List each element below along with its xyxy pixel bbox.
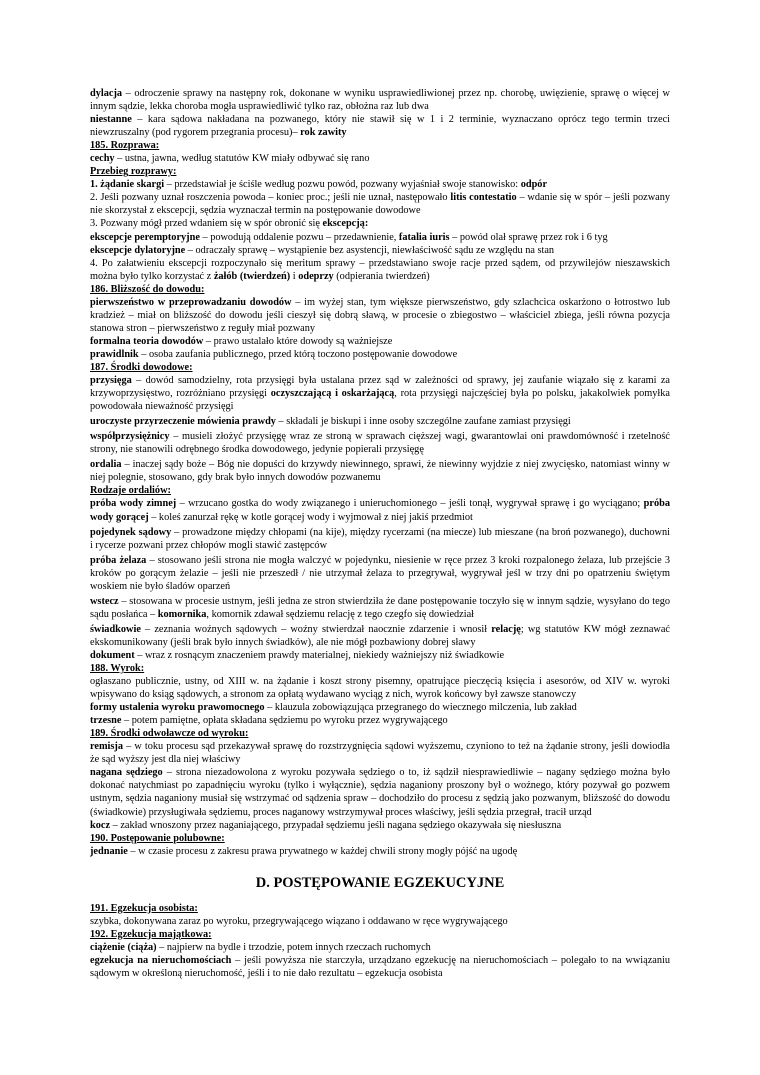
bold-term: próba wody gorącej [90, 498, 670, 523]
paragraph-proba-wody [90, 497, 670, 523]
bold-term: oczyszczającą i oskarżającą [270, 388, 395, 400]
bold-term: egzekucja na nieruchomościach [90, 954, 232, 966]
bold-term: żałób (twierdzeń) [213, 270, 291, 282]
text-run: szybka, dokonywana zaraz po wyroku, przegrywającego wiązano i oddawano w ręce wygrywającego [90, 915, 508, 927]
heading-przebieg-rozprawy: Przebieg rozprawy: [90, 166, 177, 178]
bold-term: komornika [157, 608, 207, 620]
paragraph-przysiega [90, 374, 670, 413]
heading-186: 186. Bliższość do dowodu: [90, 283, 205, 295]
bold-term: dokument [90, 649, 135, 661]
paragraph-formy-ustalenia [90, 701, 670, 714]
paragraph-wyrok [90, 675, 670, 701]
text-run: – w czasie procesu z zakresu prawa prywatnego w każdej chwili strony mogły pójść na ugodę [127, 845, 518, 857]
bold-term: pojedynek sądowy [90, 526, 172, 538]
text-run: – prawo ustalało które dowody są ważniejsze [203, 335, 393, 347]
text-run: – zeznania woźnych sądowych – woźny stwierdzał naocznie zdarzenie i wnosił [140, 623, 492, 635]
bold-term: uroczyste przyrzeczenie mówienia prawdy [90, 416, 276, 428]
bold-term: niestanne [90, 114, 132, 126]
bold-term: formalna teoria dowodów [90, 335, 204, 347]
bold-term: litis contestatio [450, 192, 517, 204]
text-run: – kara sądowa nakładana na pozwanego, który nie stawił się w 1 i 2 terminie, wyznaczano oprócz tego termin trzeci niewzruszalny (pod rygorem przegrania procesu)– [90, 114, 670, 139]
bold-term: 1. żądanie skargi [90, 179, 165, 191]
bold-term: jednanie [90, 845, 128, 857]
paragraph-remisja [90, 740, 670, 766]
bold-term: nagana sędziego [90, 767, 163, 779]
bold-term: remisja [90, 741, 123, 753]
bold-term: ekscepcje peremptoryjne [90, 231, 200, 243]
paragraph-dokument [90, 649, 670, 662]
bold-term: trzesne [90, 715, 122, 727]
paragraph-ciazenie [90, 941, 670, 954]
text-run: – inaczej sądy boże – Bóg nie dopuści do krzywdy niewinnego, sprawi, że niewinny wyjdzie z niej zwycięsko, natomiast winny w niej polegnie, stosowano, gdy brak było innych dowodów pozwanemu [90, 459, 670, 484]
bold-term: wstecz [90, 595, 119, 607]
paragraph-pierwszenstwo [90, 296, 670, 335]
text-run: ogłaszano publicznie, ustny, od XIII w. na żądanie i koszt strony pisemny, opatrujące pieczęcią księcia i asesorów, od XIV w. wyroki wpisywano do ksiąg sądowych, a stronom za opłatą wydawano wyciąg z nich, wyrok końcowy był zawsze stanowczy [90, 676, 670, 701]
bold-term: przysięga [90, 375, 132, 387]
text-run: – stosowana w procesie ustnym, jeśli jedna ze stron stwierdziła że dane postępowanie toczyło się w innym sądzie, wysyłano do tego sądu posłańca – [90, 595, 670, 620]
paragraph-egzekucja-nieruchomosci [90, 954, 670, 980]
paragraph-ekscepcje-peremptoryjne [90, 231, 670, 244]
bold-term: fatalia iuris [398, 231, 450, 243]
text-run: – strona niezadowolona z wyroku pozywała sędziego o to, iż sądził niesprawiedliwie – nagany sędziego można było dokonać natychmiast po zapadnięciu wyroku (tylko i wyłącznie), sędzia naganiony proszony był o woźnego, który pozywał go pozwem ustnym, sędzia naganiony musiał się wstrzymać od sądzenia spraw – dochodziło do procesu z sędzią jako pozwanym, bliższość do dowodu (świadkowie) przysługiwała sędziemu, proces naganowy wstrzymywał proces właściwy, jeśli sędzia przegrał, tracił urząd [90, 767, 670, 818]
paragraph-ekscepcje-dylatoryjne [90, 244, 670, 257]
bold-term: kocz [90, 819, 111, 831]
text-run: 2. Jeśli pozwany uznał roszczenia powoda – koniec proc.; jeśli nie uznał, następowało [90, 192, 451, 204]
text-run: – musieli złożyć przysięgę wraz ze stroną w sprawach cięższej wagi, gwarantowlai oni prawdomówność i rzetelność strony, nie stanowili odrębnego środka dowodowego, jedynie popierali przysięgę [90, 431, 670, 456]
text-run: , rota przysięgi najczęściej była po polsku, jakakolwiek pomyłka powodowała nieważność przysięgi [90, 388, 670, 413]
paragraph-nagana-sedziego [90, 766, 670, 818]
text-run: – powodują oddalenie pozwu – przedawnienie, [199, 231, 399, 243]
bold-term: współprzysiężnicy [90, 431, 170, 443]
text-run: – odroczenie sprawy na następny rok, dokonane w wyniku usprawiedliwionej przez np. chorobę, uwięzienie, sprawę o więcej w innym sądzie, lekka choroba mogła usprawiedliwić tylko raz, obłożna raz lub dwa [90, 88, 670, 113]
bold-term: świadkowie [90, 623, 141, 635]
text-run: – osoba zaufania publicznego, przed którą toczono postępowanie dowodowe [138, 348, 458, 360]
text-run: – składali je biskupi i inne osoby szczególne zaufane zamiast przysięgi [275, 416, 571, 428]
paragraph-proba-zelaza [90, 554, 670, 593]
paragraph-swiadkowie [90, 623, 670, 649]
section-title-postepowanie-egzekucyjne: D. POSTĘPOWANIE EGZEKUCYJNE [255, 874, 505, 891]
bold-term: relację [491, 623, 521, 635]
bold-term: formy ustalenia wyroku prawomocnego [90, 702, 265, 714]
text-run: (odpierania twierdzeń) [333, 270, 430, 282]
heading-190: 190. Postępowanie polubowne: [90, 832, 225, 844]
paragraph-formalna-teoria [90, 335, 670, 348]
paragraph-dylacja [90, 87, 670, 113]
bold-term: odeprzy [298, 270, 334, 282]
paragraph-litis-contestatio [90, 191, 670, 217]
text-run: – wraz z rosnącym znaczeniem prawdy materialnej, niekiedy ważniejszy niż świadkowie [134, 649, 505, 661]
text-run: i [290, 270, 299, 282]
bold-term: próba wody zimnej [90, 498, 177, 510]
heading-192: 192. Egzekucja majątkowa: [90, 928, 212, 940]
text-run: – dowód samodzielny, rota przysięgi była ustalana przez sąd w zależności od sprawy, jej zaufanie wiązało się z karami za krzywoprzysięstwo, rozróżniano przysięgi [90, 375, 670, 400]
paragraph-meritum [90, 257, 670, 283]
bold-term: ciążenie (ciąża) [90, 941, 157, 953]
text-run: 3. Pozwany mógł przed wdaniem się w spór obronić się [90, 218, 323, 230]
text-run: – ustna, jawna, według statutów KW miały odbywać się rano [114, 153, 370, 165]
paragraph-wspolprzysieznicy [90, 430, 670, 456]
text-run: – odraczały sprawę – wystąpienie bez asystencji, niewłaściwość sądu ze względu na stan [185, 244, 555, 256]
paragraph-cechy [90, 152, 670, 165]
paragraph-prawidlnik [90, 348, 670, 361]
bold-term: ekscepcją: [322, 218, 369, 230]
paragraph-egzekucja-osobista [90, 915, 670, 928]
text-run: – w toku procesu sąd przekazywał sprawę do rozstrzygnięcia sądowi wyższemu, czyniono to też na żądanie strony, jeśli dowiodła że sąd wyższy jest dla niej właściwy [90, 741, 670, 766]
bold-term: dylacja [90, 88, 123, 99]
text-run: – wdanie się w spór – jeśli pozwany nie skorzystał z ekscepcji, sędzia wyznaczał termin na postępowanie dowodowe [90, 192, 671, 217]
text-run: – prowadzone między chłopami (na kije), między rycerzami (na miecze) lub mieszane (na broń pozwanego), duchowni i rycerze pozwani przez chłopów mogli stawić zastępców [90, 526, 670, 551]
paragraph-zadanie-skargi [90, 178, 670, 191]
heading-187: 187. Środki dowodowe: [90, 361, 193, 373]
text-run: – im wyżej stan, tym większe pierwszeństwo, gdy szlachcica oskarżono o łotrostwo lub kradzież – miał on bliższość do dowodu jeśli cieszył się dobrą sławą, w procesie o zbiegostwo – właściciel zbiega, jeśli równa pozycja stanowa stron – pierwszeństwo z reguły miał pozwany [90, 296, 671, 334]
bold-term: odpór [520, 179, 548, 191]
heading-191: 191. Egzekucja osobista: [90, 902, 198, 914]
text-run: – najpierw na bydle i trzodzie, potem innych rzeczach ruchomych [156, 941, 431, 953]
text-run: – klauzula zobowiązująca przegranego do wiecznego milczenia, lub zakład [264, 702, 577, 714]
text-run: , komornik zdawał sędziemu relację z tego czegfo się dowiedział [206, 608, 475, 620]
text-run: – potem pamiętne, opłata składana sędziemu po wyroku przez wygrywającego [121, 715, 448, 727]
heading-rodzaje-ordaliow: Rodzaje ordaliów: [90, 485, 171, 497]
paragraph-uroczyste-przyrzeczenie [90, 415, 670, 428]
heading-189: 189. Środki odwoławcze od wyroku: [90, 728, 249, 740]
text-run: – wrzucano gostka do wody związanego i unieruchomionego – jeśli tonął, wygrywał sprawę i go wyciągano; [176, 498, 644, 510]
paragraph-pojedynek [90, 526, 670, 552]
bold-term: prawidlnik [90, 348, 139, 360]
bold-term: ekscepcje dylatoryjne [90, 244, 186, 256]
text-run: – stosowano jeśli strona nie mogła walczyć w pojedynku, niesienie w ręce przez 3 kroki rozpalonego żelaza, lub przejście 3 kroków po gorącym żelazie – jeśli nie przeszedł / nie utrzymał żelaza to przegrywał, wygrywał jeśl w trzy dni po opatrzeniu świętym woskiem nie było śladów oparzeń [90, 554, 670, 592]
paragraph-jednanie [90, 845, 670, 858]
paragraph-trzesne [90, 714, 670, 727]
paragraph-ekscepcja [90, 217, 670, 230]
bold-term: próba żelaza [90, 554, 147, 566]
text-run: – przedstawiał je ściśle według pozwu powód, pozwany wyjaśniał swoje stanowisko: [164, 179, 521, 191]
paragraph-kocz [90, 819, 670, 832]
bold-term: cechy [90, 153, 115, 165]
text-run: ; wg statutów KW mógł zeznawać ekskomunikowany (jeśli brak było innych świadków), ale nie mógł pozbawiony dobrej sławy [90, 623, 670, 648]
bold-term: rok zawity [300, 127, 347, 139]
text-run: – zakład wnoszony przez naganiającego, przypadał sędziemu jeśli nagana sędziego okazywała się niesłuszna [110, 819, 562, 831]
bold-term: ordalia [90, 459, 122, 471]
paragraph-niestanne [90, 113, 670, 139]
text-run: – powód olał sprawę przez rok i 6 tyg [449, 231, 608, 243]
text-run: – jeśli powyższa nie starczyła, urządzano egzekucję na nieruchomościach – polegało to na wwiązaniu sądowym w określoną nieruchomość, jeśli i to nie dało rezultatu – egzekucja osobista [90, 954, 670, 979]
paragraph-wstecz [90, 595, 670, 621]
text-run: – koleś zanurzał rękę w kotle gorącej wody i wyjmował z niej jakiś przedmiot [148, 511, 473, 523]
bold-term: pierwszeństwo w przeprowadzaniu dowodów [90, 296, 292, 308]
paragraph-ordalia [90, 458, 670, 484]
heading-185: 185. Rozprawa: [90, 140, 160, 152]
heading-188: 188. Wyrok: [90, 663, 145, 675]
text-run: 4. Po załatwieniu ekscepcji rozpoczynało się meritum sprawy – przedstawiano swoje racje przed sądem, od przywilejów nieszawskich można było tylko korzystać z [90, 257, 670, 282]
